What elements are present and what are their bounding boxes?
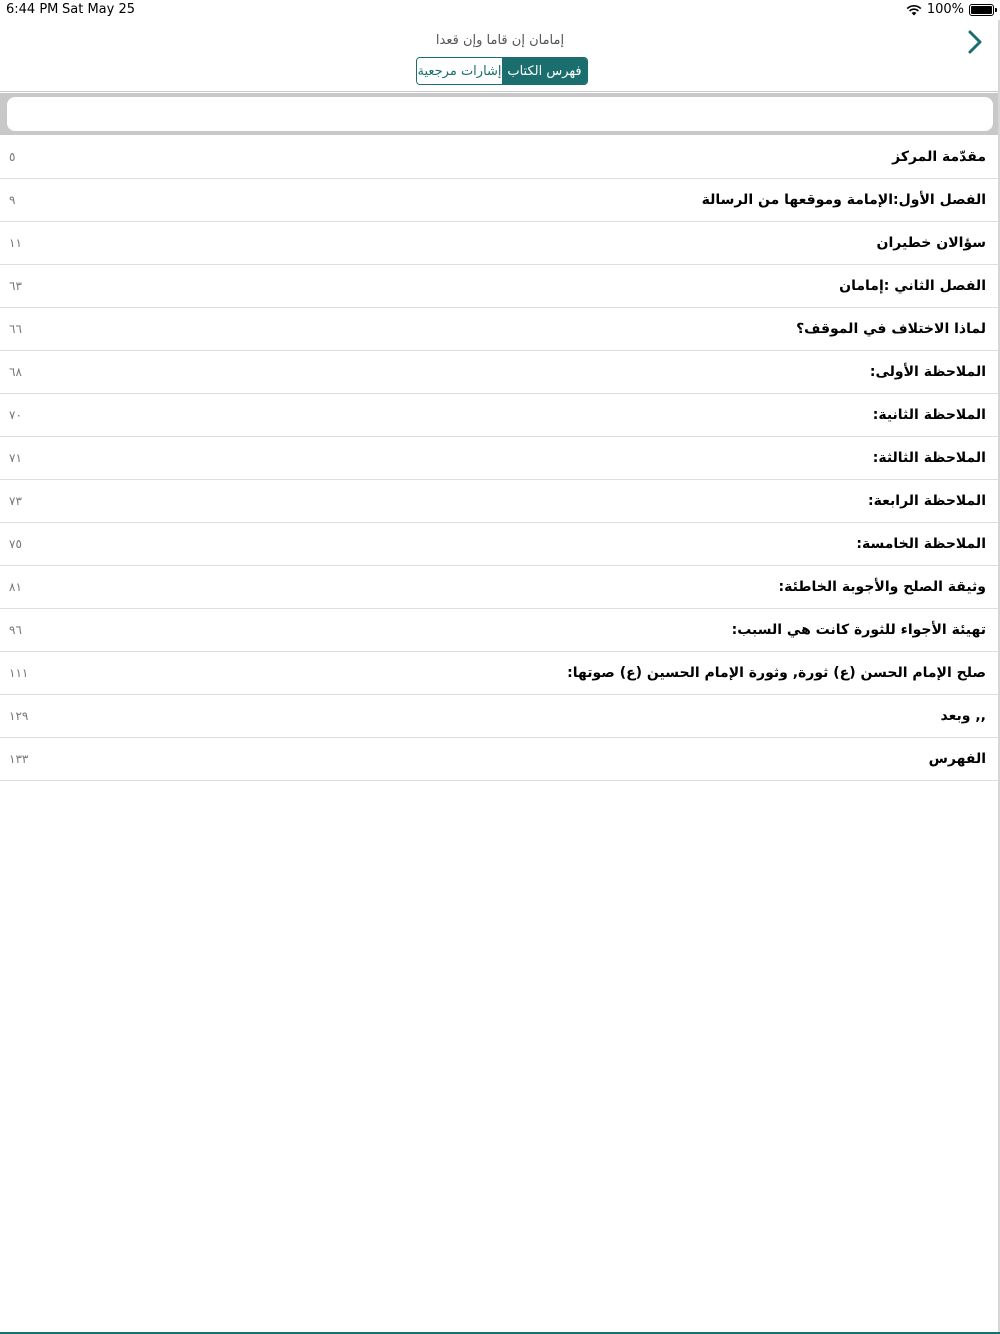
battery-icon <box>969 4 994 16</box>
status-time: 6:44 PM <box>6 2 59 17</box>
navigation-bar <box>0 20 1000 92</box>
toc-page-number: ٩ <box>9 193 16 207</box>
toc-page-number: ٩٦ <box>9 623 22 637</box>
toc-row[interactable] <box>0 480 1000 523</box>
status-right <box>906 2 994 17</box>
toc-title: صلح الإمام الحسن (ع) ثورة, وثورة الإمام الحسين (ع) صوتها: <box>567 665 986 681</box>
toc-row[interactable] <box>0 308 1000 351</box>
wifi-icon <box>906 4 922 16</box>
toc-row[interactable] <box>0 351 1000 394</box>
status-date: Sat May 25 <box>62 2 135 17</box>
toc-page-number: ٧٠ <box>9 408 22 422</box>
toc-title: الملاحظة الخامسة: <box>856 536 986 552</box>
toc-page-number: ١١ <box>9 236 22 250</box>
toc-row[interactable] <box>0 652 1000 695</box>
toc-page-number: ٦٨ <box>9 365 22 379</box>
status-bar <box>0 0 1000 20</box>
toc-page-number: ٧١ <box>9 451 22 465</box>
book-title: إمامان إن قاما وإن قعدا <box>435 33 565 48</box>
toc-title: الملاحظة الأولى: <box>869 364 986 380</box>
toc-row[interactable] <box>0 523 1000 566</box>
toc-title: الفصل الأول:الإمامة وموقعها من الرسالة <box>701 192 986 208</box>
toc-row[interactable] <box>0 609 1000 652</box>
toc-title: تهيئة الأجواء للثورة كانت هي السبب: <box>731 622 986 638</box>
toc-title: الفصل الثاني :إمامان <box>839 278 986 294</box>
toc-title: الملاحظة الرابعة: <box>868 493 986 509</box>
battery-fill <box>971 6 992 14</box>
toc-title: الملاحظة الثانية: <box>872 407 986 423</box>
toc-row[interactable] <box>0 437 1000 480</box>
toc-page-number: ٨١ <box>9 580 22 594</box>
toc-title: وثيقة الصلح والأجوبة الخاطئة: <box>778 579 986 595</box>
toc-page-number: ٧٣ <box>9 494 22 508</box>
toc-title: الملاحظة الثالثة: <box>872 450 986 466</box>
toc-row[interactable] <box>0 695 1000 738</box>
toc-title: الفهرس <box>928 751 986 767</box>
toc-row[interactable] <box>0 738 1000 781</box>
toc-title: لماذا الاختلاف في الموقف؟ <box>796 321 986 337</box>
toc-row[interactable] <box>0 566 1000 609</box>
search-input[interactable] <box>7 97 993 131</box>
toc-page-number: ٦٦ <box>9 322 22 336</box>
tab-book-index[interactable]: فهرس الكتاب <box>502 58 587 84</box>
toc-page-number: ٦٣ <box>9 279 22 293</box>
toc-page-number: ١٣٣ <box>9 752 29 766</box>
toc-row[interactable] <box>0 222 1000 265</box>
toc-page-number: ٥ <box>9 150 16 164</box>
toc-row[interactable] <box>0 394 1000 437</box>
toc-title: سؤالان خطيران <box>876 235 986 251</box>
toc-page-number: ١١١ <box>9 666 29 680</box>
toc-list <box>0 136 1000 781</box>
segmented-control <box>416 57 588 85</box>
toc-page-number: ١٢٩ <box>9 709 29 723</box>
chevron-right-icon[interactable] <box>962 28 988 56</box>
tab-bookmarks[interactable]: إشارات مرجعية <box>417 58 502 84</box>
toc-row[interactable] <box>0 179 1000 222</box>
toc-row[interactable] <box>0 265 1000 308</box>
search-bar <box>0 93 1000 135</box>
toc-title: مقدّمة المركز <box>892 149 986 165</box>
toc-title: ,, وبعد <box>940 708 986 724</box>
battery-percent: 100% <box>926 2 964 17</box>
toc-page-number: ٧٥ <box>9 537 22 551</box>
toc-row[interactable] <box>0 136 1000 179</box>
